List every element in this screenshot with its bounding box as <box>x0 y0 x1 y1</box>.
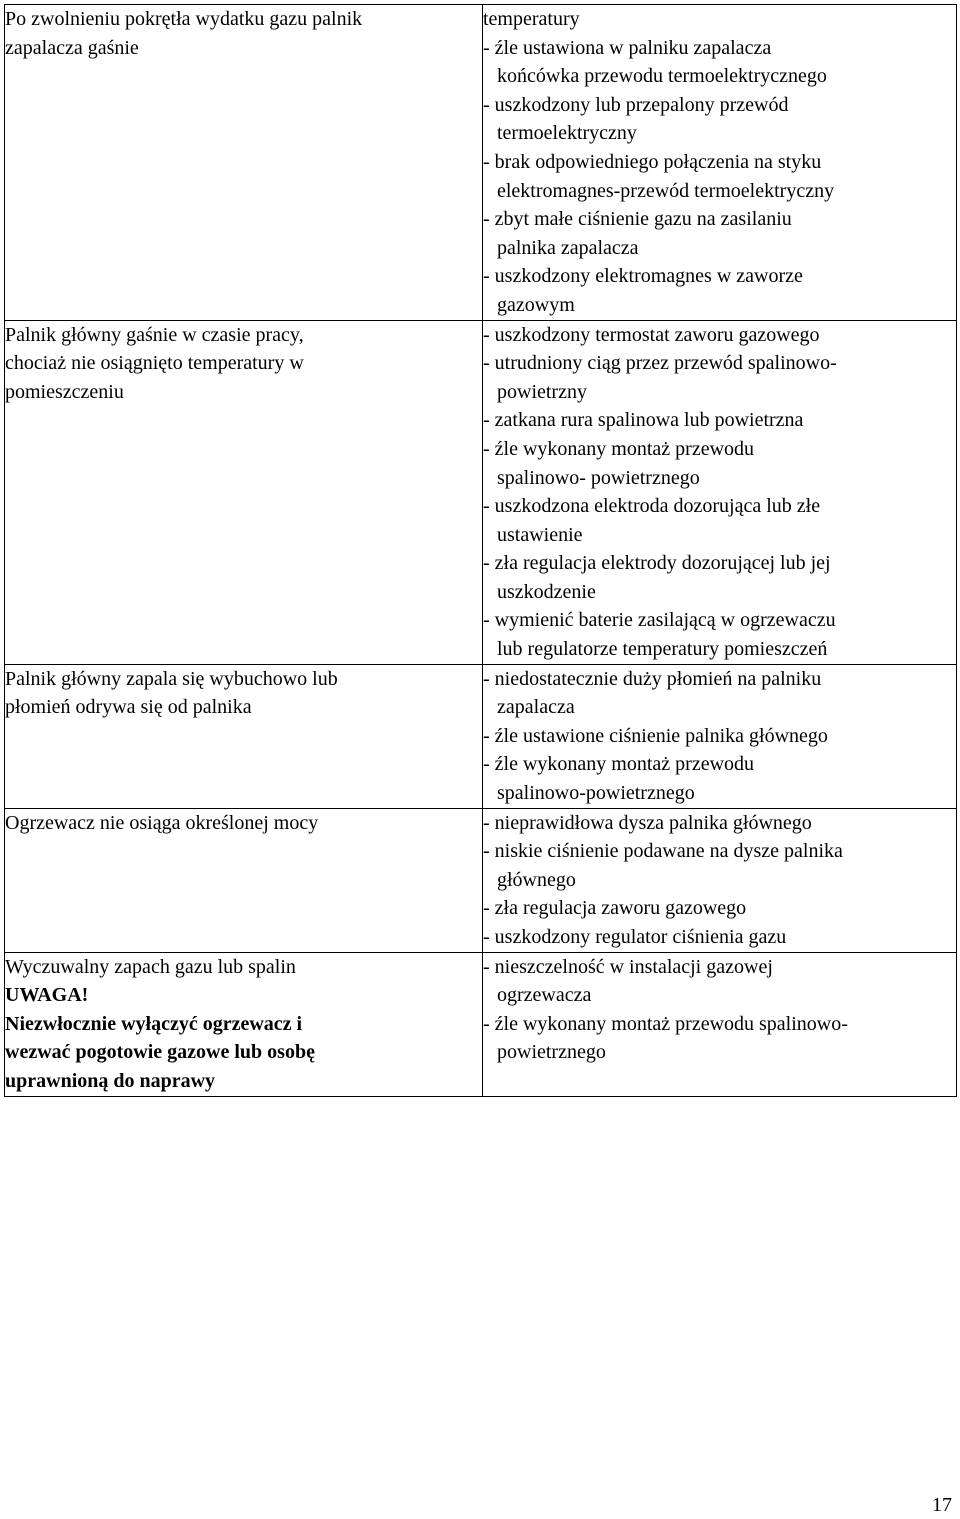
cause-line: temperatury <box>483 8 580 30</box>
cause-line: spalinowo- powietrznego <box>497 466 700 489</box>
symptom-line: chociaż nie osiągnięto temperatury w <box>5 352 304 375</box>
table-row <box>5 952 957 1096</box>
cause-line: - zatkana rura spalinowa lub powietrzna <box>483 409 804 432</box>
cause-line: termoelektryczny <box>497 122 637 145</box>
table-row <box>5 664 957 808</box>
cause-line: - uszkodzony lub przepalony przewód <box>483 93 789 116</box>
symptom-cell <box>5 808 483 952</box>
cause-line: - brak odpowiedniego połączenia na styku <box>483 150 822 173</box>
cause-line: gazowym <box>497 293 575 316</box>
table-row <box>5 808 957 952</box>
cause-line: - uszkodzony termostat zaworu gazowego <box>483 323 820 346</box>
cause-line: - uszkodzona elektroda dozorująca lub złe <box>483 495 821 518</box>
symptom-line: Wyczuwalny zapach gazu lub spalin <box>5 955 296 978</box>
cause-line: ustawienie <box>497 523 583 546</box>
symptom-cell <box>5 952 483 1096</box>
symptom-line: Ogrzewacz nie osiąga określonej mocy <box>5 811 319 834</box>
causes-cell <box>483 5 957 321</box>
cause-line: uszkodzenie <box>497 580 596 603</box>
cause-line: powietrznego <box>497 1041 606 1064</box>
cause-line: - źle wykonany montaż przewodu <box>483 437 755 460</box>
table-row <box>5 5 957 321</box>
warning-text-line: wezwać pogotowie gazowe lub osobę <box>5 1041 315 1064</box>
cause-line: - nieszczelność w instalacji gazowej <box>483 955 773 978</box>
warning-label: UWAGA! <box>5 984 89 1007</box>
cause-line: - zła regulacja elektrody dozorującej lub jej <box>483 552 831 575</box>
cause-line: - źle ustawiona w palniku zapalacza <box>483 36 772 59</box>
cause-line: - niskie ciśnienie podawane na dysze palnika <box>483 840 843 863</box>
cause-line: - utrudniony ciąg przez przewód spalinowo- <box>483 352 837 375</box>
symptom-cell <box>5 5 483 321</box>
causes-cell <box>483 808 957 952</box>
cause-line: - uszkodzony regulator ciśnienia gazu <box>483 926 787 948</box>
warning-text-line: uprawnioną do naprawy <box>5 1069 216 1092</box>
cause-line: - niedostatecznie duży płomień na palniku <box>483 667 822 690</box>
causes-cell <box>483 664 957 808</box>
symptom-line: pomieszczeniu <box>5 380 124 403</box>
cause-line: spalinowo-powietrznego <box>497 782 695 805</box>
symptom-line: Palnik główny gaśnie w czasie pracy, <box>5 323 304 346</box>
symptom-line: Po zwolnieniu pokrętła wydatku gazu palnik <box>5 8 363 30</box>
cause-line: ogrzewacza <box>497 984 592 1007</box>
causes-cell <box>483 320 957 664</box>
symptom-line: zapalacza gaśnie <box>5 36 139 59</box>
symptom-line: płomień odrywa się od palnika <box>5 696 252 719</box>
cause-line: - zbyt małe ciśnienie gazu na zasilaniu <box>483 208 792 231</box>
symptom-cell <box>5 664 483 808</box>
cause-line: głównego <box>497 868 576 891</box>
cause-line: - źle wykonany montaż przewodu spalinowo- <box>483 1012 848 1035</box>
symptom-line: Palnik główny zapala się wybuchowo lub <box>5 667 338 690</box>
warning-text-line: Niezwłocznie wyłączyć ogrzewacz i <box>5 1012 303 1035</box>
cause-line: - wymienić baterie zasilającą w ogrzewaczu <box>483 609 836 632</box>
table-row <box>5 320 957 664</box>
cause-line: - nieprawidłowa dysza palnika głównego <box>483 811 812 834</box>
cause-line: elektromagnes-przewód termoelektryczny <box>497 179 835 202</box>
cause-line: lub regulatorze temperatury pomieszczeń <box>497 638 828 661</box>
cause-line: - uszkodzony elektromagnes w zaworze <box>483 265 803 288</box>
cause-line: - źle ustawione ciśnienie palnika głównego <box>483 724 828 747</box>
symptom-cell <box>5 320 483 664</box>
cause-line: - źle wykonany montaż przewodu <box>483 753 755 776</box>
fault-table <box>4 4 957 1097</box>
cause-line: zapalacza <box>497 696 575 719</box>
page-number: 17 <box>932 1494 952 1516</box>
fault-table-body <box>5 5 957 1097</box>
cause-line: powietrzny <box>497 380 587 403</box>
cause-line: - zła regulacja zaworu gazowego <box>483 897 747 920</box>
cause-line: końcówka przewodu termoelektrycznego <box>497 65 827 88</box>
causes-cell <box>483 952 957 1096</box>
cause-line: palnika zapalacza <box>497 236 639 259</box>
